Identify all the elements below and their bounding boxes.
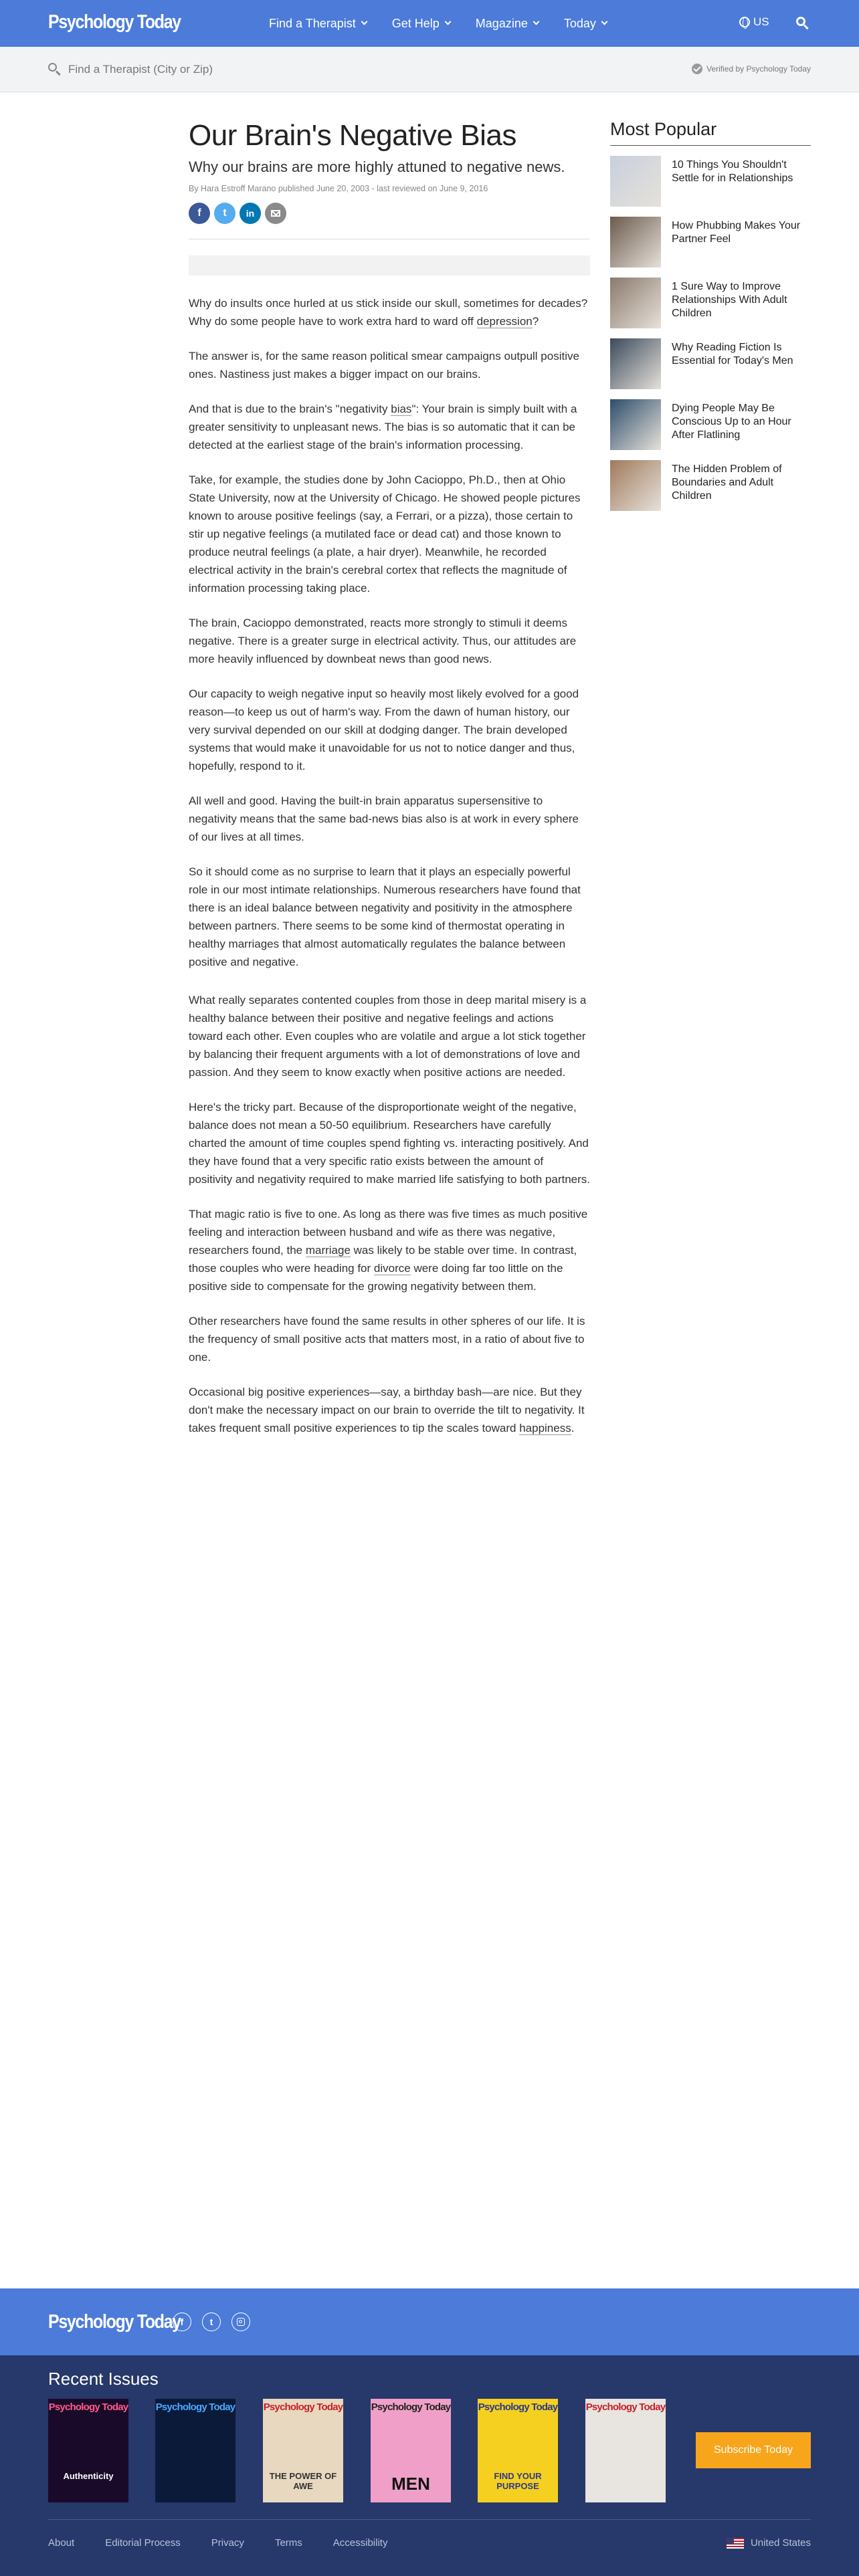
- cover-masthead: Psychology Today: [155, 2401, 235, 2413]
- cover-headline: Authenticity: [63, 2471, 114, 2481]
- popular-item[interactable]: [610, 217, 811, 267]
- paragraph: And that is due to the brain's "negativity bias": Your brain is simply built with a greater sensitivity to unpleasant news. The bias is so automatic that it can be detected at the earliest stage of the brain's information processing.: [189, 402, 577, 451]
- top-navigation: [0, 0, 859, 47]
- verified-label: Verified by Psychology Today: [706, 64, 811, 74]
- facebook-icon: f: [197, 207, 201, 219]
- link-divorce[interactable]: divorce: [373, 1261, 411, 1275]
- check-circle-icon: [692, 64, 702, 74]
- popular-item[interactable]: [610, 156, 811, 207]
- subscribe-button[interactable]: Subscribe Today: [696, 2432, 811, 2468]
- popular-item-title: 1 Sure Way to Improve Relationships With Adult Children: [672, 281, 787, 319]
- link-happiness[interactable]: happiness: [519, 1421, 571, 1434]
- article-title: Our Brain's Negative Bias: [189, 119, 516, 152]
- paragraph: The brain, Cacioppo demonstrated, reacts more strongly to stimuli it deems negative. There is a greater surge in electrical activity. Thus, our attitudes are more heavily influenced by downbeat news than good news.: [189, 616, 577, 665]
- facebook-share-button[interactable]: [189, 203, 210, 224]
- chevron-down-icon: [361, 19, 367, 25]
- popular-item-title: 10 Things You Shouldn't Settle for in Relationships: [672, 159, 793, 184]
- cover-masthead: Psychology Today: [478, 2401, 558, 2413]
- popular-item[interactable]: [610, 460, 811, 511]
- article-byline: By Hara Estroff Marano published June 20, 2003 - last reviewed on June 9, 2016: [189, 183, 488, 193]
- nav-find-therapist[interactable]: [269, 17, 367, 31]
- magazine-cover[interactable]: [585, 2399, 666, 2502]
- paragraph: Why do insults once hurled at us stick inside our skull, sometimes for decades? Why do some people have to work extra hard to ward off depression?: [189, 296, 588, 328]
- share-buttons: [189, 203, 590, 224]
- cover-headline: THE POWER OF AWE: [269, 2471, 337, 2491]
- region-label: US: [753, 15, 769, 28]
- magazine-cover[interactable]: [155, 2399, 235, 2502]
- nav-today[interactable]: [564, 17, 607, 31]
- country-label: United States: [750, 2537, 811, 2549]
- popular-item-title: The Hidden Problem of Boundaries and Adult Children: [672, 463, 782, 502]
- magazine-cover[interactable]: [263, 2399, 343, 2502]
- chevron-down-icon: [601, 19, 607, 25]
- cover-masthead: Psychology Today: [585, 2401, 666, 2413]
- article: [189, 119, 590, 1454]
- link-bias[interactable]: bias: [391, 402, 412, 415]
- popular-item-thumbnail: [610, 278, 661, 328]
- nav-label: Get Help: [391, 16, 440, 30]
- nav-label: Today: [563, 16, 596, 30]
- sidebar-heading: Most Popular: [610, 119, 811, 146]
- link-depression[interactable]: depression: [476, 314, 533, 328]
- popular-item-title: Dying People May Be Conscious Up to an Hour After Flatlining: [672, 403, 791, 441]
- popular-item[interactable]: [610, 278, 811, 328]
- nav-label: Find a Therapist: [269, 16, 356, 30]
- paragraph: All well and good. Having the built-in brain apparatus supersensitive to negativity means that the same bad-news bias also is at work in every sphere of our lives at all times.: [189, 794, 579, 843]
- cover-masthead: Psychology Today: [371, 2401, 451, 2413]
- instagram-icon[interactable]: [231, 2313, 250, 2331]
- nav-magazine[interactable]: [476, 17, 539, 31]
- paragraph: Take, for example, the studies done by John Cacioppo, Ph.D., then at Ohio State University, now at the University of Chicago. He showed people pictures known to arouse positive feelings (say, a Ferrari, or a pizza), those certain to stir up negative feelings (a mutilated face or dead cat) and those known to produce neutral feelings (a plate, a hair dryer). Meanwhile, he recorded electrical activity in the brain's cerebral cortex that reflects the magnitude of information processing taking place.: [189, 473, 581, 595]
- popular-item-thumbnail: [610, 460, 661, 511]
- therapist-search-bar: [0, 47, 859, 92]
- magazine-cover[interactable]: [478, 2399, 558, 2502]
- footer-link-about[interactable]: About: [48, 2537, 75, 2549]
- paragraph: That magic ratio is five to one. As long as there was five times as much positive feeling and interaction between husband and wife as there was negative, researchers found, the marriage was likely to be stable over time. In contrast, those couples who were heading for divorce were doing far too little on the positive side to compensate for the growing negativity between them.: [189, 1207, 588, 1293]
- verified-badge: [692, 64, 811, 74]
- most-popular-sidebar: [610, 119, 811, 511]
- search-icon[interactable]: [796, 17, 809, 30]
- popular-item[interactable]: [610, 338, 811, 389]
- popular-item-thumbnail: [610, 217, 661, 267]
- main-nav: [269, 0, 632, 47]
- paragraph: What really separates contented couples from those in deep marital misery is a healthy balance between their positive and negative feelings and actions toward each other. Even couples who are volatile and argue a lot stick together by balancing their frequent arguments with a lot of demonstrations of love and passion. And they seem to know exactly when positive actions are needed.: [189, 993, 587, 1079]
- article-body: [189, 294, 590, 1437]
- chevron-down-icon: [444, 19, 451, 25]
- twitter-icon: t: [223, 207, 227, 219]
- nav-get-help[interactable]: [392, 17, 450, 31]
- recent-issues-heading: Recent Issues: [48, 2369, 159, 2389]
- linkedin-icon: in: [246, 207, 255, 219]
- link-marriage[interactable]: marriage: [305, 1243, 351, 1257]
- nav-label: Magazine: [475, 16, 528, 30]
- footer-divider: [48, 2519, 811, 2520]
- magazine-cover[interactable]: [371, 2399, 451, 2502]
- paragraph: Here's the tricky part. Because of the disproportionate weight of the negative, balance does not mean a 50-50 equilibrium. Researchers have carefully charted the amount of time couples spend fighting vs. interacting positively. And they have found that a very specific ratio exists between the amount of positivity and negativity required to make married life satisfying to both partners.: [189, 1100, 591, 1186]
- paragraph: Other researchers have found the same results in other spheres of our life. It is the frequency of small positive acts that matters most, in a ratio of about five to one.: [189, 1314, 585, 1364]
- cover-masthead: Psychology Today: [48, 2401, 128, 2413]
- paragraph: Our capacity to weigh negative input so heavily most likely evolved for a good reason—to keep us out of harm's way. From the dawn of human history, our very survival depended on our skill at dodging danger. The brain developed systems that would make it unavoidable for us not to notice danger and thus, hopefully, respond to it.: [189, 687, 579, 772]
- envelope-icon: [271, 210, 280, 217]
- globe-icon: [739, 17, 750, 27]
- footer-link-accessibility[interactable]: Accessibility: [332, 2537, 388, 2549]
- search-icon: [48, 63, 62, 76]
- popular-item-title: How Phubbing Makes Your Partner Feel: [672, 220, 801, 245]
- popular-item-thumbnail: [610, 399, 661, 450]
- facebook-glyph: f: [180, 2317, 184, 2327]
- footer-links: [48, 2537, 418, 2549]
- popular-item-title: Why Reading Fiction Is Essential for Today's Men: [672, 342, 793, 366]
- footer: [0, 2288, 859, 2576]
- linkedin-share-button[interactable]: [240, 203, 261, 224]
- footer-link-privacy[interactable]: Privacy: [211, 2537, 244, 2549]
- country-selector[interactable]: [727, 2537, 811, 2549]
- footer-top-bar: [0, 2288, 859, 2355]
- paragraph: Occasional big positive experiences—say, a birthday bash—are nice. But they don't make the necessary impact on our brain to override the tilt to negativity. It takes frequent small positive experiences to tip the scales toward happiness.: [189, 1385, 585, 1434]
- article-subtitle: Why our brains are more highly attuned to negative news.: [189, 158, 565, 175]
- twitter-share-button[interactable]: [214, 203, 235, 224]
- popular-item-thumbnail: [610, 156, 661, 207]
- region-selector[interactable]: [739, 15, 769, 29]
- site-logo[interactable]: Psychology Today: [48, 11, 181, 33]
- paragraph: The answer is, for the same reason political smear campaigns outpull positive ones. Nastiness just makes a bigger impact on our brains.: [189, 349, 579, 381]
- cover-headline: FIND YOUR PURPOSE: [494, 2471, 542, 2491]
- instagram-glyph: [237, 2318, 245, 2326]
- cover-masthead: Psychology Today: [263, 2401, 343, 2413]
- footer-link-editorial-process[interactable]: Editorial Process: [105, 2537, 181, 2549]
- twitter-glyph: t: [209, 2317, 213, 2327]
- popular-item[interactable]: [610, 399, 811, 450]
- facebook-icon[interactable]: [173, 2313, 191, 2331]
- footer-logo[interactable]: Psychology Today: [48, 2311, 181, 2333]
- popular-item-thumbnail: [610, 338, 661, 389]
- magazine-cover[interactable]: [48, 2399, 128, 2502]
- ad-placeholder: [189, 255, 590, 276]
- therapist-search-input[interactable]: [68, 60, 537, 80]
- twitter-icon[interactable]: [202, 2313, 221, 2331]
- email-share-button[interactable]: [265, 203, 286, 224]
- chevron-down-icon: [533, 19, 539, 25]
- cover-headline: MEN: [391, 2474, 430, 2494]
- paragraph: So it should come as no surprise to learn that it plays an especially powerful role in our most intimate relationships. Numerous researchers have found that there is an ideal balance between negativity and positivity in the atmosphere between partners. There seems to be some kind of thermostat operating in healthy marriages that almost automatically regulates the balance between positive and negative.: [189, 865, 581, 968]
- us-flag-icon: [727, 2538, 744, 2549]
- footer-link-terms[interactable]: Terms: [274, 2537, 302, 2549]
